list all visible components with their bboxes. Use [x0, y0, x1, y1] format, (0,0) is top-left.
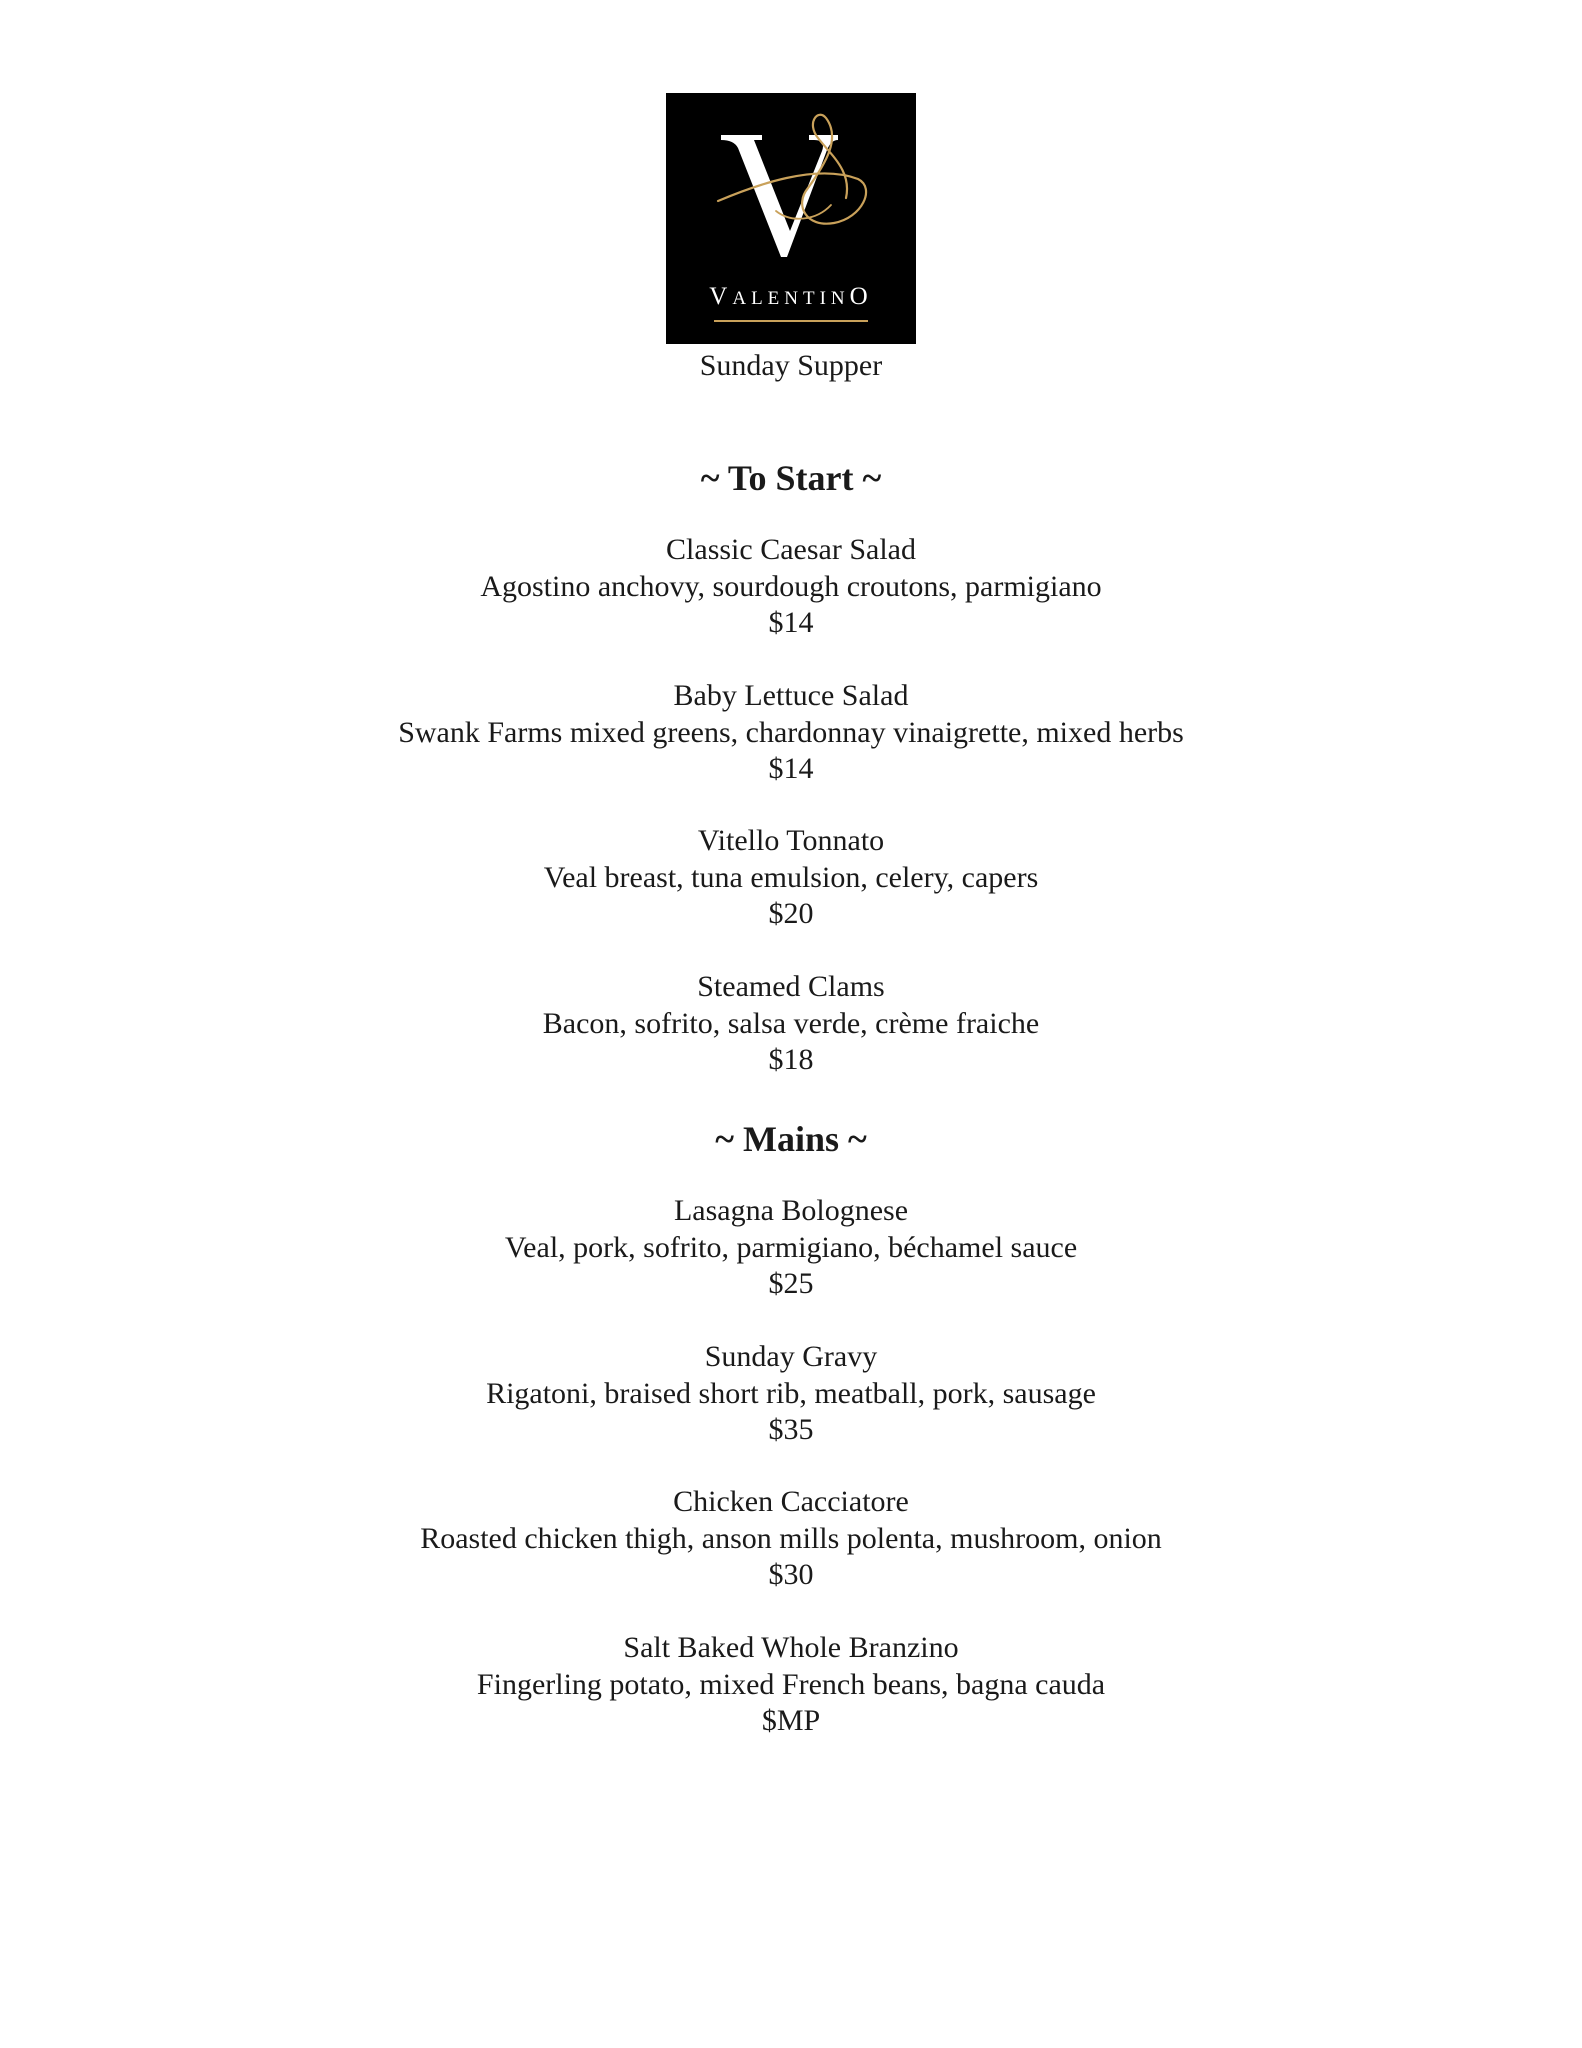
- menu-item: [0, 1193, 1582, 1303]
- menu-subtitle: Sunday Supper: [699, 349, 883, 382]
- section-heading-mains: ~ Mains ~: [715, 1119, 867, 1159]
- menu-item-price: $18: [768, 1043, 814, 1076]
- menu-item-description: Swank Farms mixed greens, chardonnay vinaigrette, mixed herbs: [398, 715, 1184, 749]
- menu-item: [0, 1484, 1582, 1594]
- menu-item-description: Roasted chicken thigh, anson mills polenta, mushroom, onion: [420, 1521, 1162, 1555]
- menu-item-description: Fingerling potato, mixed French beans, bagna cauda: [476, 1667, 1106, 1701]
- menu-item-description: Veal, pork, sofrito, parmigiano, béchamel sauce: [504, 1230, 1078, 1264]
- menu-item-name: Steamed Clams: [697, 970, 885, 1003]
- menu-item-price: $20: [768, 897, 814, 930]
- menu-item-name: Vitello Tonnato: [697, 824, 885, 857]
- menu-item-name: Classic Caesar Salad: [666, 533, 916, 566]
- logo-wordmark: VALENTINO: [709, 283, 873, 310]
- section-heading-to-start: ~ To Start ~: [700, 458, 882, 498]
- menu-item: [0, 678, 1582, 788]
- menu-item-price: $30: [768, 1558, 814, 1591]
- menu-item-name: Chicken Cacciatore: [673, 1485, 909, 1518]
- menu-item-price: $35: [768, 1413, 814, 1446]
- menu-item-name: Sunday Gravy: [704, 1340, 878, 1373]
- menu-item-price: $14: [768, 606, 814, 639]
- menu-item: [0, 532, 1582, 642]
- menu-item-description: Rigatoni, braised short rib, meatball, pork, sausage: [486, 1376, 1096, 1410]
- menu-item: [0, 823, 1582, 933]
- menu-item: [0, 1630, 1582, 1740]
- menu-item-price: $14: [768, 752, 814, 785]
- menu-item-description: Veal breast, tuna emulsion, celery, capers: [543, 860, 1039, 894]
- menu-item-price: $MP: [761, 1704, 821, 1737]
- menu-item-description: Bacon, sofrito, salsa verde, crème fraiche: [542, 1006, 1040, 1040]
- menu-item: [0, 969, 1582, 1079]
- menu-item-name: Lasagna Bolognese: [673, 1194, 909, 1227]
- menu-item-description: Agostino anchovy, sourdough croutons, parmigiano: [480, 569, 1102, 603]
- menu-item-name: Baby Lettuce Salad: [673, 679, 909, 712]
- menu-item: [0, 1339, 1582, 1449]
- menu-item-price: $25: [768, 1267, 814, 1300]
- menu-item-name: Salt Baked Whole Branzino: [623, 1631, 959, 1664]
- valentino-logo: [666, 93, 916, 344]
